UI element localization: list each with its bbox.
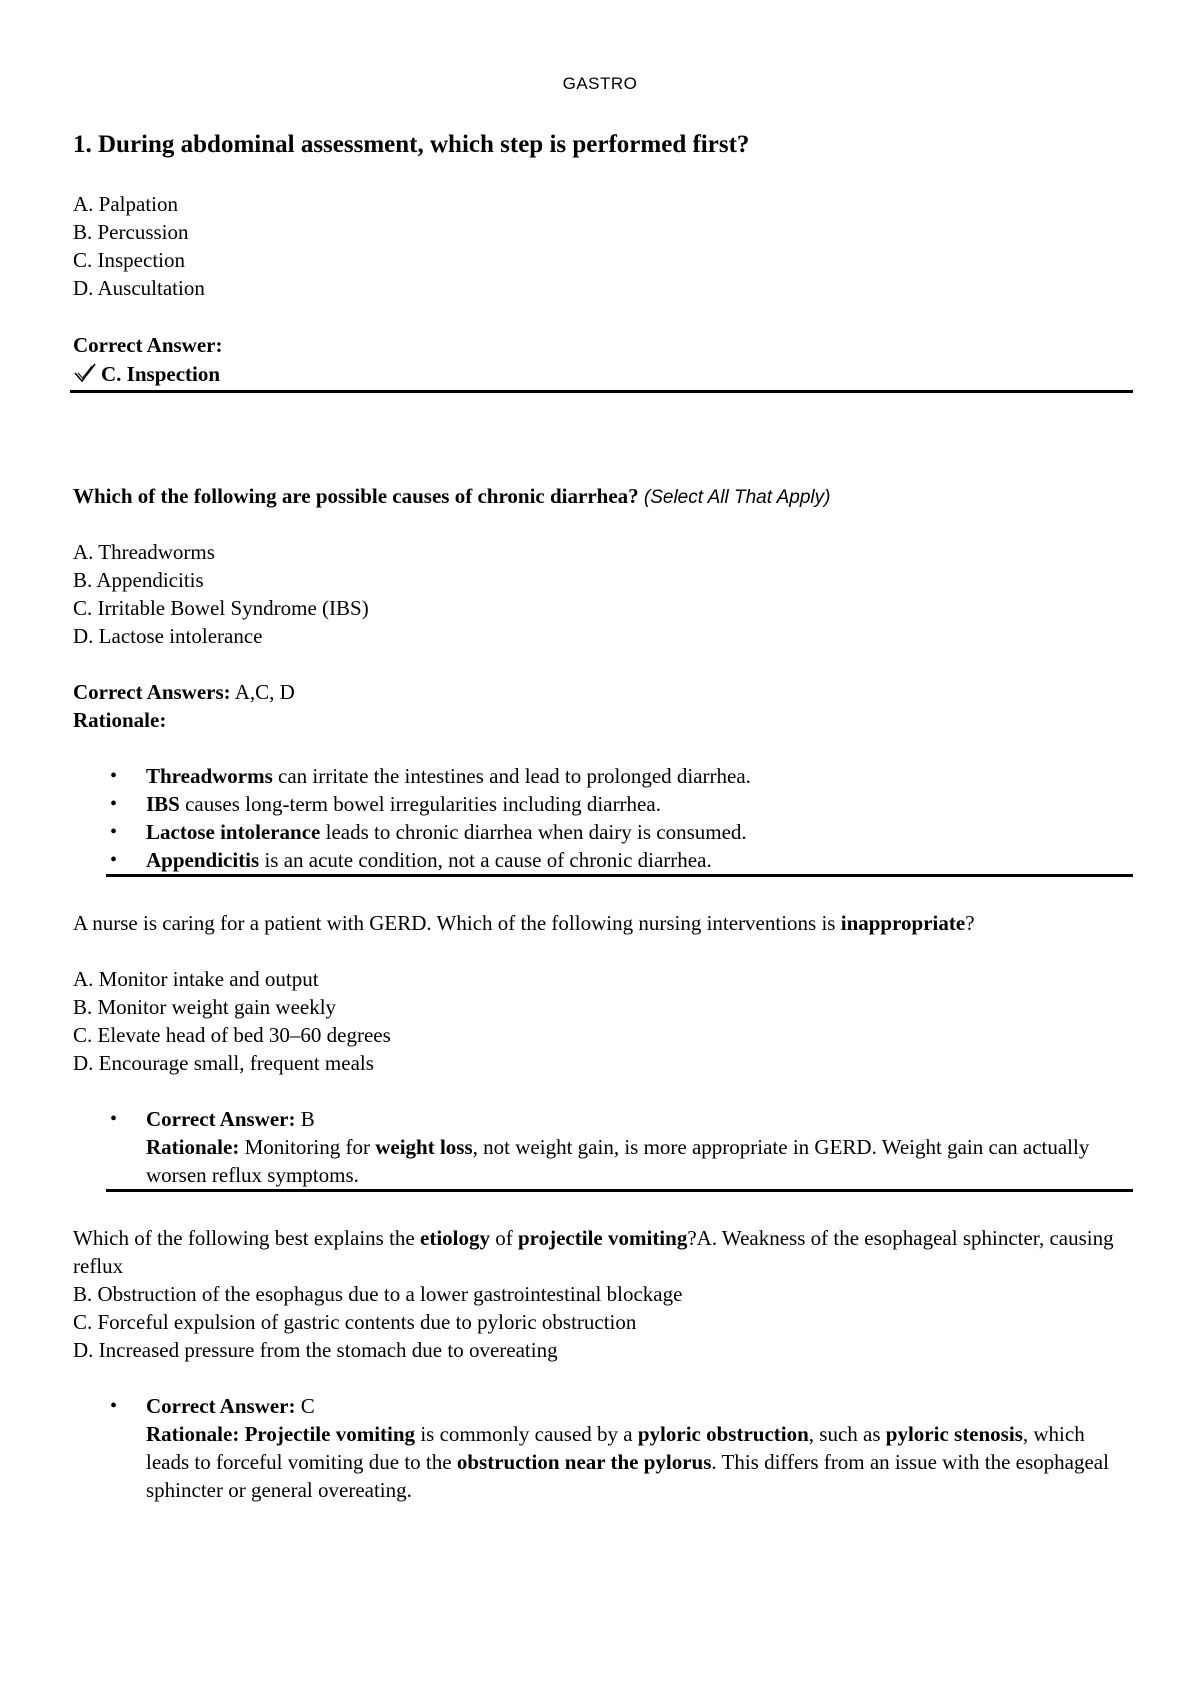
explanation: causes long-term bowel irregularities including diarrhea. xyxy=(179,792,661,816)
question-emphasis: projectile vomiting xyxy=(518,1226,688,1250)
rationale-emphasis: pyloric stenosis xyxy=(885,1422,1023,1446)
explanation: can irritate the intestines and lead to prolonged diarrhea. xyxy=(272,764,751,788)
question-emphasis: etiology xyxy=(420,1226,490,1250)
question-4-options xyxy=(73,1280,1133,1364)
question-text: A nurse is caring for a patient with GERD. Which of the following nursing interventions is xyxy=(73,911,841,935)
question-1-answer-label: Correct Answer: xyxy=(73,333,223,357)
question-1-title: 1. During abdominal assessment, which step is performed first? xyxy=(73,131,750,158)
divider xyxy=(106,874,1133,877)
term: Lactose intolerance xyxy=(146,820,321,844)
question-text-mid: of xyxy=(490,1226,518,1250)
option-d: D. Encourage small, frequent meals xyxy=(73,1051,374,1075)
option-a: A. Threadworms xyxy=(73,540,215,564)
question-text: Which of the following are possible causes of chronic diarrhea? xyxy=(73,484,639,508)
rationale-text-end: , not weight gain, is more appropriate in GERD. Weight gain can actually worsen reflux symptoms. xyxy=(146,1135,1090,1187)
option-a: A. Monitor intake and output xyxy=(73,967,319,991)
rationale-text: Monitoring for xyxy=(239,1135,376,1159)
list-item xyxy=(73,762,1133,790)
list-item xyxy=(73,1105,1133,1189)
option-c: C. Inspection xyxy=(73,248,185,272)
answer-label: Correct Answers: xyxy=(73,680,231,704)
page-header: GASTRO xyxy=(562,74,638,93)
divider xyxy=(106,1189,1133,1192)
answer-text: C. Inspection xyxy=(101,362,221,386)
answer-text: C xyxy=(295,1394,315,1418)
question-4-answer-list xyxy=(73,1392,1133,1504)
option-b: B. Appendicitis xyxy=(73,568,204,592)
option-d: D. Increased pressure from the stomach due to overeating xyxy=(73,1338,558,1362)
rationale-label: Rationale: xyxy=(146,1135,240,1159)
divider xyxy=(70,390,1133,393)
list-item xyxy=(73,818,1133,846)
question-2-title xyxy=(73,482,1133,512)
question-2-options xyxy=(73,538,1133,650)
question-3-title xyxy=(73,909,1133,937)
list-item xyxy=(73,1392,1133,1504)
question-2-answer xyxy=(73,678,1133,706)
question-3-options xyxy=(73,965,1133,1077)
rationale-text: is commonly caused by a xyxy=(415,1422,638,1446)
question-end: ? xyxy=(965,911,975,935)
answer-text: B xyxy=(295,1107,315,1131)
question-1-answer xyxy=(73,360,1133,388)
rationale-text: , which leads to forceful vomiting due to the xyxy=(146,1422,1085,1474)
rationale-list xyxy=(73,762,1133,874)
question-emphasis: inappropriate xyxy=(840,911,966,935)
option-d: D. Auscultation xyxy=(73,276,205,300)
question-text: Which of the following best explains the xyxy=(73,1226,421,1250)
option-b: B. Percussion xyxy=(73,220,189,244)
list-item xyxy=(73,790,1133,818)
rationale-emphasis: weight loss xyxy=(375,1135,473,1159)
term: IBS xyxy=(146,792,180,816)
rationale-label: Rationale: xyxy=(73,708,167,732)
rationale-label: Rationale: xyxy=(146,1422,240,1446)
rationale-text: . This differs from an issue with the esophageal sphincter or general overeating. xyxy=(146,1450,1109,1502)
question-text-end: ?A. Weakness of the esophageal sphincter, causing reflux xyxy=(73,1226,1114,1278)
question-3-answer-list xyxy=(73,1105,1133,1189)
term: Appendicitis xyxy=(146,848,260,872)
option-a: A. Palpation xyxy=(73,192,178,216)
answer-label: Correct Answer: xyxy=(146,1107,296,1131)
question-1-options xyxy=(73,190,1133,302)
rationale-emphasis: Projectile vomiting xyxy=(244,1422,416,1446)
rationale-text: , such as xyxy=(808,1422,886,1446)
option-c: C. Forceful expulsion of gastric contents due to pyloric obstruction xyxy=(73,1310,637,1334)
option-c: C. Elevate head of bed 30–60 degrees xyxy=(73,1023,391,1047)
answer-text: A,C, D xyxy=(234,680,295,704)
rationale-emphasis: obstruction near the pylorus xyxy=(456,1450,712,1474)
explanation: is an acute condition, not a cause of chronic diarrhea. xyxy=(259,848,712,872)
option-d: D. Lactose intolerance xyxy=(73,624,263,648)
question-note: (Select All That Apply) xyxy=(643,487,831,508)
rationale-emphasis: pyloric obstruction xyxy=(637,1422,809,1446)
question-4-title xyxy=(73,1224,1133,1280)
list-item xyxy=(73,846,1133,874)
option-b: B. Obstruction of the esophagus due to a lower gastrointestinal blockage xyxy=(73,1282,683,1306)
option-b: B. Monitor weight gain weekly xyxy=(73,995,337,1019)
option-c: C. Irritable Bowel Syndrome (IBS) xyxy=(73,596,369,620)
answer-label: Correct Answer: xyxy=(146,1394,296,1418)
explanation: leads to chronic diarrhea when dairy is consumed. xyxy=(320,820,747,844)
term: Threadworms xyxy=(146,764,273,788)
checkmark-icon xyxy=(73,362,97,384)
